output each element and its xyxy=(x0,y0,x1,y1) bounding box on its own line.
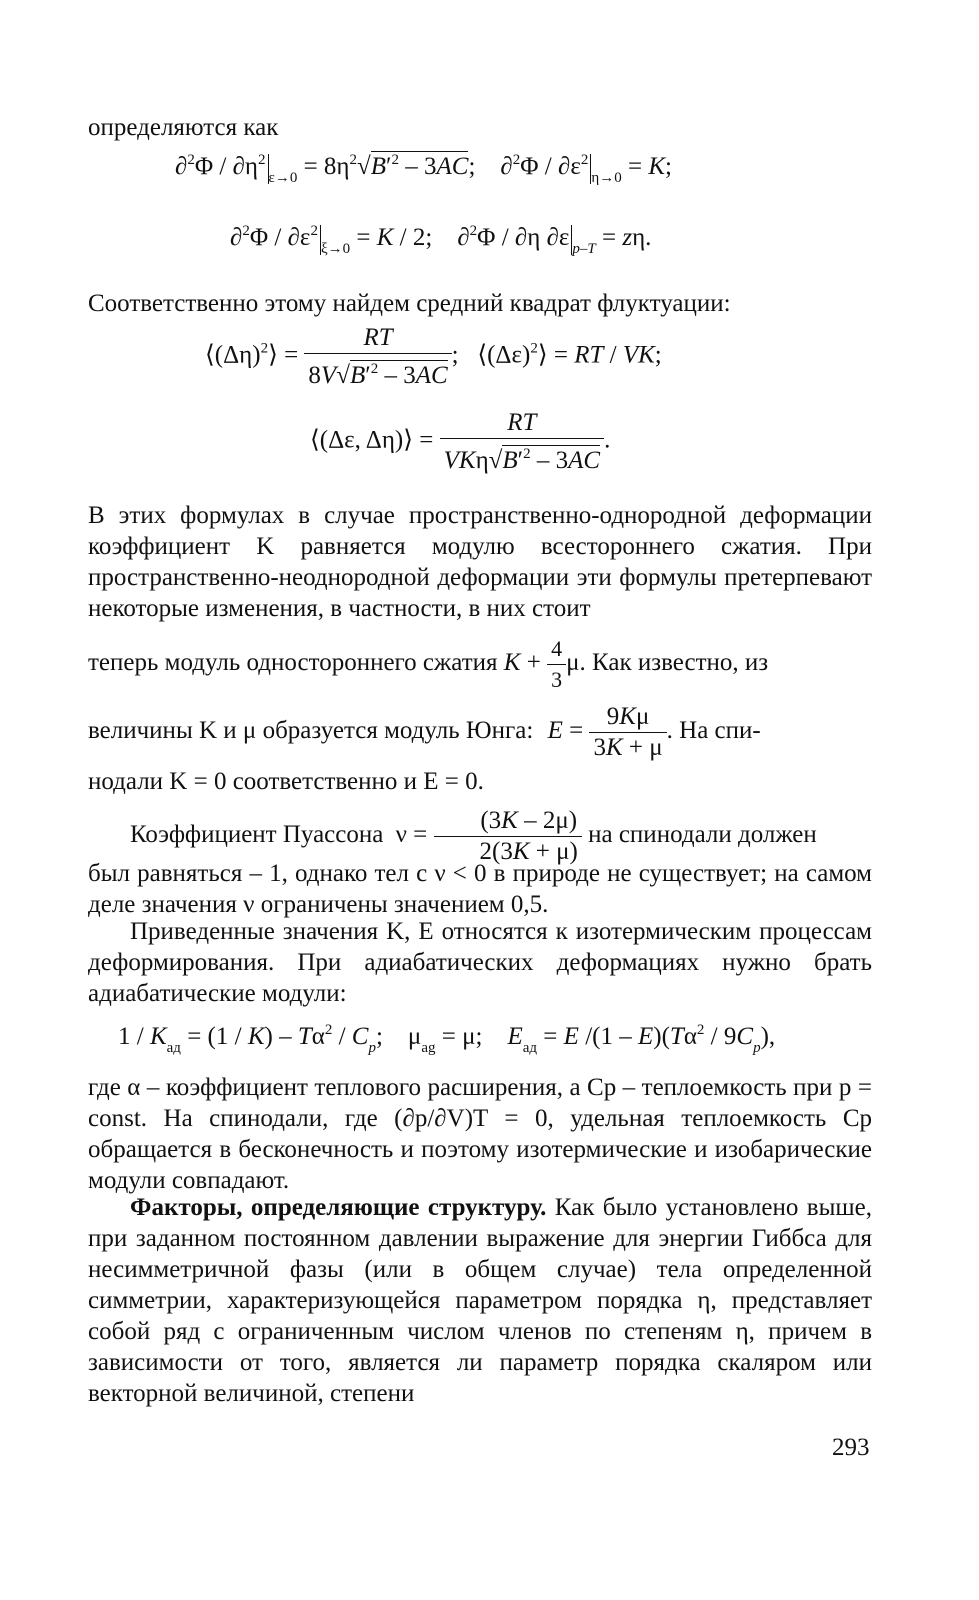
paragraph-adiabatic: Приведенные значения K, E относятся к изотермическим процессам деформирования. При адиабатических деформациях нужно брать адиабатические модули: xyxy=(88,918,872,1007)
paragraph-poisson: Коэффициент Пуассона ν = $\frac{(3K - 2\mu)}{2(3K + \mu)}$ на спинодали должен xyxy=(130,807,817,865)
paragraph-spinodal: нодали K = 0 соответственно и E = 0. xyxy=(88,768,484,795)
known-text: . Как известно, из xyxy=(579,649,769,677)
young-suffix: . На спи- xyxy=(666,717,761,745)
paragraph-factors xyxy=(88,1192,872,1409)
equation-second-derivatives-1: $\partial^2\Phi / \partial\eta^2_{\varepsilon\to 0} = 8\eta^2√B'^2 - 3AC$; $\partial^2\Phi / \partial\varepsilon^2_{\eta\to 0} = K$; xyxy=(175,152,672,186)
equation-adiabatic-moduli: $1 / K_{ад} = (1 / K) - T\alpha^2 / C_p$; $\mu_{ag} = \mu$; $E_{ад} = E$ $/(1 - E)(T\alpha^2 / 9C_p)$, xyxy=(118,1022,776,1056)
equation-fluctuation-cross: ⟨(Δε, Δη)⟩ = $\frac{RT}{VK\eta√B'^2 - 3AC}$ . xyxy=(310,409,611,474)
poisson-suffix: на спинодали должен xyxy=(588,821,817,849)
paragraph-formulas: В этих формулах в случае пространственно-однородной деформации коэффициент K равняется модулю всестороннего сжатия. При пространственно-неоднородной деформации эти формулы претерпевают некоторые изменения, в частности, в них стоит xyxy=(88,502,872,622)
poisson-label: Коэффициент Пуассона xyxy=(130,821,384,849)
paragraph-uniaxial: теперь модуль одностороннего сжатия K + $\frac{4}{3}$ μ. Как известно, из xyxy=(88,636,769,692)
paragraph-poisson-cont: был равняться – 1, однако тел с ν < 0 в природе не существует; на самом деле значения ν ограничены значением 0,5. xyxy=(88,860,872,918)
uniaxial-text: теперь модуль одностороннего сжатия xyxy=(88,649,498,677)
paragraph-alpha: где α – коэффициент теплового расширения, а Cp – теплоемкость при p = const. На спинодали, где (∂p/∂V)T = 0, удельная теплоемкость Cp обращается в бесконечность и поэтому изотермические и изобарические модули совпадают. xyxy=(88,1074,872,1194)
page-number: 293 xyxy=(832,1434,870,1461)
paragraph-intro: определяются как xyxy=(88,114,279,141)
young-text: величины K и μ образуется модуль Юнга: xyxy=(88,717,534,745)
equation-fluctuation-eta: $⟨(\Delta\eta)^2⟩$ = $\frac{RT}{8V√B'^2 - 3AC}$ ; $⟨(\Delta\varepsilon)^2⟩$ = RT / VK; xyxy=(205,324,662,389)
equation-second-derivatives-2: $\partial^2\Phi / \partial\varepsilon^2_{\xi\to 0} = K / 2$; ∂$^2$Φ / ∂η ∂ε $_{p-T}$ = zη. xyxy=(230,223,652,257)
paragraph-young: величины K и μ образуется модуль Юнга: E = $\frac{9K\mu}{3K + \mu}$ . На спи- xyxy=(88,703,761,761)
factors-title: Факторы, определяющие структуру. xyxy=(130,1194,547,1221)
paragraph-fluctuation: Соответственно этому найдем средний квадрат флуктуации: xyxy=(88,290,731,317)
factors-text: Как было установлено выше, при заданном постоянном давлении выражение для энергии Гиббса для несимметричной фазы (или в общем случае) тела определенной симметрии, характеризующейся параметром порядка η, представляет собой ряд с ограниченным числом членов по степеням η, причем в зависимости от того, является ли параметр порядка скаляром или векторной величиной, степени xyxy=(88,1194,872,1407)
